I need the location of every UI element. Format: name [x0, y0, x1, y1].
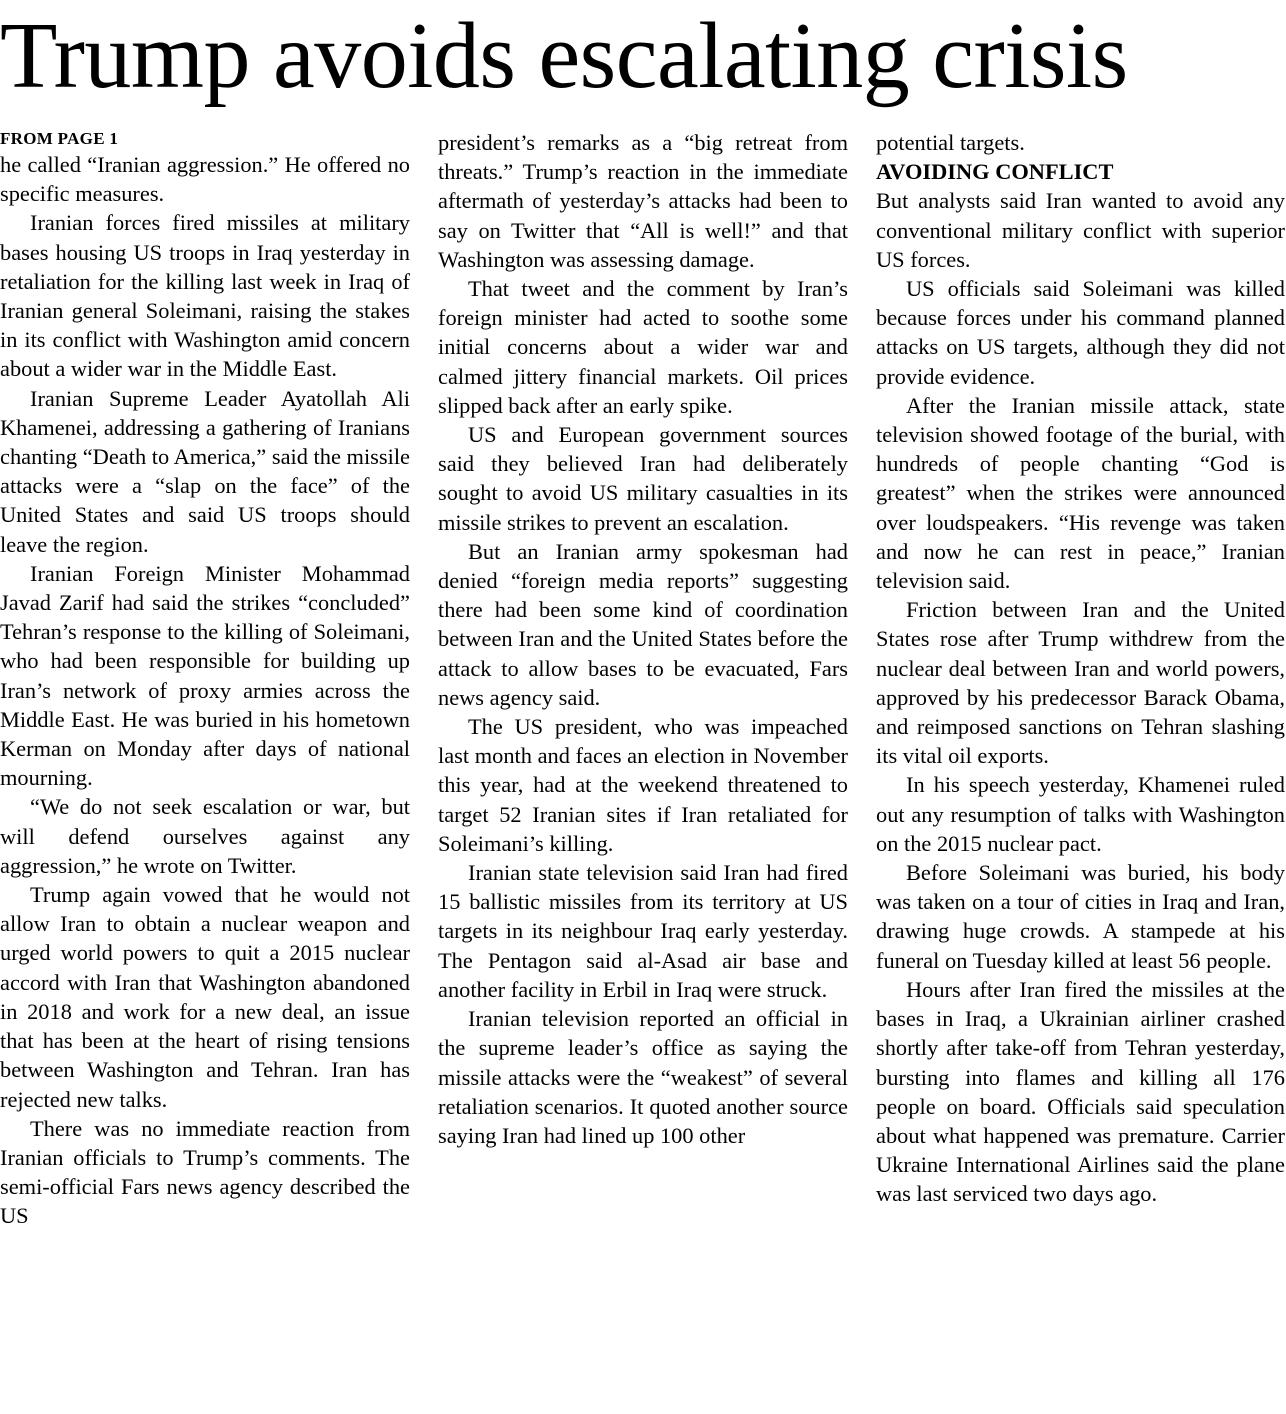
article-column-2 [438, 128, 848, 1150]
paragraph: But an Iranian army spokesman had denied “foreign media reports” suggesting there had been some kind of coordination between Iran and the United States before the attack to allow bases to be evacuated, Fars news agency said. [438, 538, 848, 710]
paragraph: potential targets. [876, 130, 1025, 155]
paragraph: After the Iranian missile attack, state television showed footage of the burial, with hundreds of people chanting “God is greatest” when the strikes were announced over loudspeakers. “His revenge was taken and now he can rest in peace,” Iranian television said. [876, 392, 1285, 594]
paragraph: Trump again vowed that he would not allow Iran to obtain a nuclear weapon and urged world powers to quit a 2015 nuclear accord with Iran that Washington abandoned in 2018 and work for a new deal, an issue that has been at the heart of rising tensions between Washington and Tehran. Iran has rejected new talks. [0, 882, 410, 1112]
paragraph: There was no immediate reaction from Iranian officials to Trump’s comments. The semi-official Fars news agency described the US [0, 1115, 410, 1229]
paragraph: But analysts said Iran wanted to avoid any conventional military conflict with superior US forces. [876, 188, 1285, 272]
subheading: AVOIDING CONFLICT [876, 159, 1114, 185]
paragraph: president’s remarks as a “big retreat from threats.” Trump’s reaction in the immediate aftermath of yesterday’s attacks had been to say on Twitter that “All is well!” and that Washington was assessing damage. [438, 130, 848, 272]
paragraph: he called “Iranian aggression.” He offered no specific measures. [0, 152, 410, 207]
paragraph: Hours after Iran fired the missiles at the bases in Iraq, a Ukrainian airliner crashed shortly after take-off from Tehran yesterday, bursting into flames and killing all 176 people on board. Officials said speculation about what happened was premature. Carrier Ukraine International Airlines said the plane was last serviced two days ago. [876, 976, 1285, 1207]
kicker-from-page: FROM PAGE 1 [0, 129, 119, 148]
paragraph: The US president, who was impeached last month and faces an election in November this year, had at the weekend threatened to target 52 Iranian sites if Iran retaliated for Soleimani’s killing. [438, 714, 848, 856]
paragraph: Iranian Supreme Leader Ayatollah Ali Khamenei, addressing a gathering of Iranians chanting “Death to America,” said the missile attacks were a “slap on the face” of the United States and said US troops should leave the region. [0, 385, 410, 557]
paragraph: US and European government sources said they believed Iran had deliberately sought to avoid US military casualties in its missile strikes to prevent an escalation. [438, 422, 848, 535]
paragraph: “We do not seek escalation or war, but will defend ourselves against any aggression,” he wrote on Twitter. [0, 794, 410, 878]
paragraph: US officials said Soleimani was killed because forces under his command planned attacks on US targets, although they did not provide evidence. [876, 276, 1285, 389]
paragraph: Iranian television reported an official in the supreme leader’s office as saying the missile attacks were the “weakest” of several retaliation scenarios. It quoted another source saying Iran had lined up 100 other [438, 1006, 848, 1148]
article-column-3 [876, 128, 1285, 1209]
paragraph: In his speech yesterday, Khamenei ruled out any resumption of talks with Washington on the 2015 nuclear pact. [876, 772, 1285, 856]
paragraph: Iranian state television said Iran had fired 15 ballistic missiles from its territory at US targets in its neighbour Iraq early yesterday. The Pentagon said al-Asad air base and another facility in Erbil in Iraq were struck. [438, 860, 848, 1002]
paragraph: That tweet and the comment by Iran’s foreign minister had acted to soothe some initial concerns about a wider war and calmed jittery financial markets. Oil prices slipped back after an early spike. [438, 276, 848, 418]
paragraph: Iranian forces fired missiles at military bases housing US troops in Iraq yesterday in retaliation for the killing last week in Iraq of Iranian general Soleimani, raising the stakes in its conflict with Washington amid concern about a wider war in the Middle East. [0, 210, 410, 382]
paragraph: Before Soleimani was buried, his body was taken on a tour of cities in Iraq and Iran, drawing huge crowds. A stampede at his funeral on Tuesday killed at least 56 people. [876, 860, 1285, 973]
paragraph: Iranian Foreign Minister Mohammad Javad Zarif had said the strikes “concluded” Tehran’s response to the killing of Soleimani, who had been responsible for building up Iran’s network of proxy armies across the Middle East. He was buried in his hometown Kerman on Monday after days of national mourning. [0, 560, 410, 791]
article-column-1 [0, 128, 410, 1231]
headline: Trump avoids escalating crisis [0, 4, 1128, 108]
paragraph: Friction between Iran and the United States rose after Trump withdrew from the nuclear deal between Iran and world powers, approved by his predecessor Barack Obama, and reimposed sanctions on Tehran slashing its vital oil exports. [876, 597, 1285, 769]
